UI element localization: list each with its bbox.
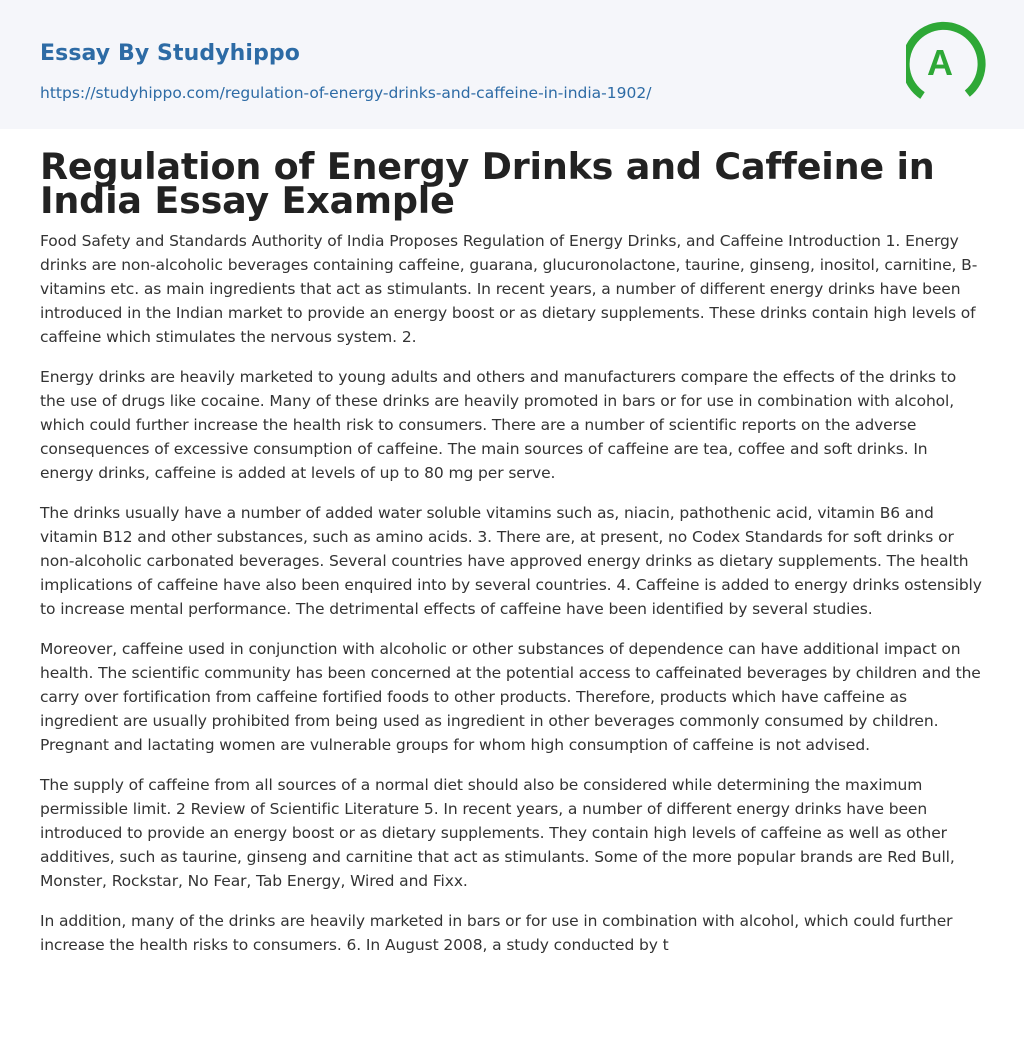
article bbox=[0, 129, 1024, 957]
brand-title[interactable]: Essay By Studyhippo bbox=[40, 41, 300, 66]
site-header bbox=[0, 0, 1024, 129]
page-title: Regulation of Energy Drinks and Caffeine in India Essay Example bbox=[40, 145, 935, 222]
logo-icon[interactable] bbox=[906, 19, 988, 105]
source-url-link[interactable]: https://studyhippo.com/regulation-of-energy-drinks-and-caffeine-in-india-1902/ bbox=[40, 84, 652, 102]
essay-paragraph-2: Energy drinks are heavily marketed to young adults and others and manufacturers compare the effects of the drinks to the use of drugs like cocaine. Many of these drinks are heavily promoted in bars or for use in combination with alcohol, which could further increase the health risk to consumers. There are a number of scientific reports on the adverse consequences of excessive consumption of caffeine. The main sources of caffeine are tea, coffee and soft drinks. In energy drinks, caffeine is added at levels of up to 80 mg per serve. bbox=[40, 368, 957, 482]
logo-letter: A bbox=[927, 42, 953, 83]
essay-paragraph-6: In addition, many of the drinks are heavily marketed in bars or for use in combination with alcohol, which could further increase the health risks to consumers. 6. In August 2008, a study conducted by t bbox=[40, 912, 953, 954]
essay-paragraph-5: The supply of caffeine from all sources of a normal diet should also be considered while determining the maximum permissible limit. 2 Review of Scientific Literature 5. In recent years, a number of different energy drinks have been introduced to provide an energy boost or as dietary supplements. They contain high levels of caffeine as well as other additives, such as taurine, ginseng and carnitine that act as stimulants. Some of the more popular brands are Red Bull, Monster, Rockstar, No Fear, Tab Energy, Wired and Fixx. bbox=[40, 776, 955, 890]
essay-paragraph-1: Food Safety and Standards Authority of India Proposes Regulation of Energy Drinks, and Caffeine Introduction 1. Energy drinks are non-alcoholic beverages containing caffeine, guarana, glucuronolactone, taurine, ginseng, inositol, carnitine, B-vitamins etc. as main ingredients that act as stimulants. In recent years, a number of different energy drinks have been introduced in the Indian market to provide an energy boost or as dietary supplements. These drinks contain high levels of caffeine which stimulates the nervous system. 2. bbox=[40, 232, 978, 346]
essay-paragraph-3: The drinks usually have a number of added water soluble vitamins such as, niacin, pathothenic acid, vitamin B6 and vitamin B12 and other substances, such as amino acids. 3. There are, at present, no Codex Standards for soft drinks or non-alcoholic carbonated beverages. Several countries have approved energy drinks as dietary supplements. The health implications of caffeine have also been enquired into by several countries. 4. Caffeine is added to energy drinks ostensibly to increase mental performance. The detrimental effects of caffeine have been identified by several studies. bbox=[40, 504, 982, 618]
essay-paragraph-4: Moreover, caffeine used in conjunction with alcoholic or other substances of dependence can have additional impact on health. The scientific community has been concerned at the potential access to caffeinated beverages by children and the carry over fortification from caffeine fortified foods to other products. Therefore, products which have caffeine as ingredient are usually prohibited from being used as ingredient in other beverages commonly consumed by children. Pregnant and lactating women are vulnerable groups for whom high consumption of caffeine is not advised. bbox=[40, 640, 981, 754]
